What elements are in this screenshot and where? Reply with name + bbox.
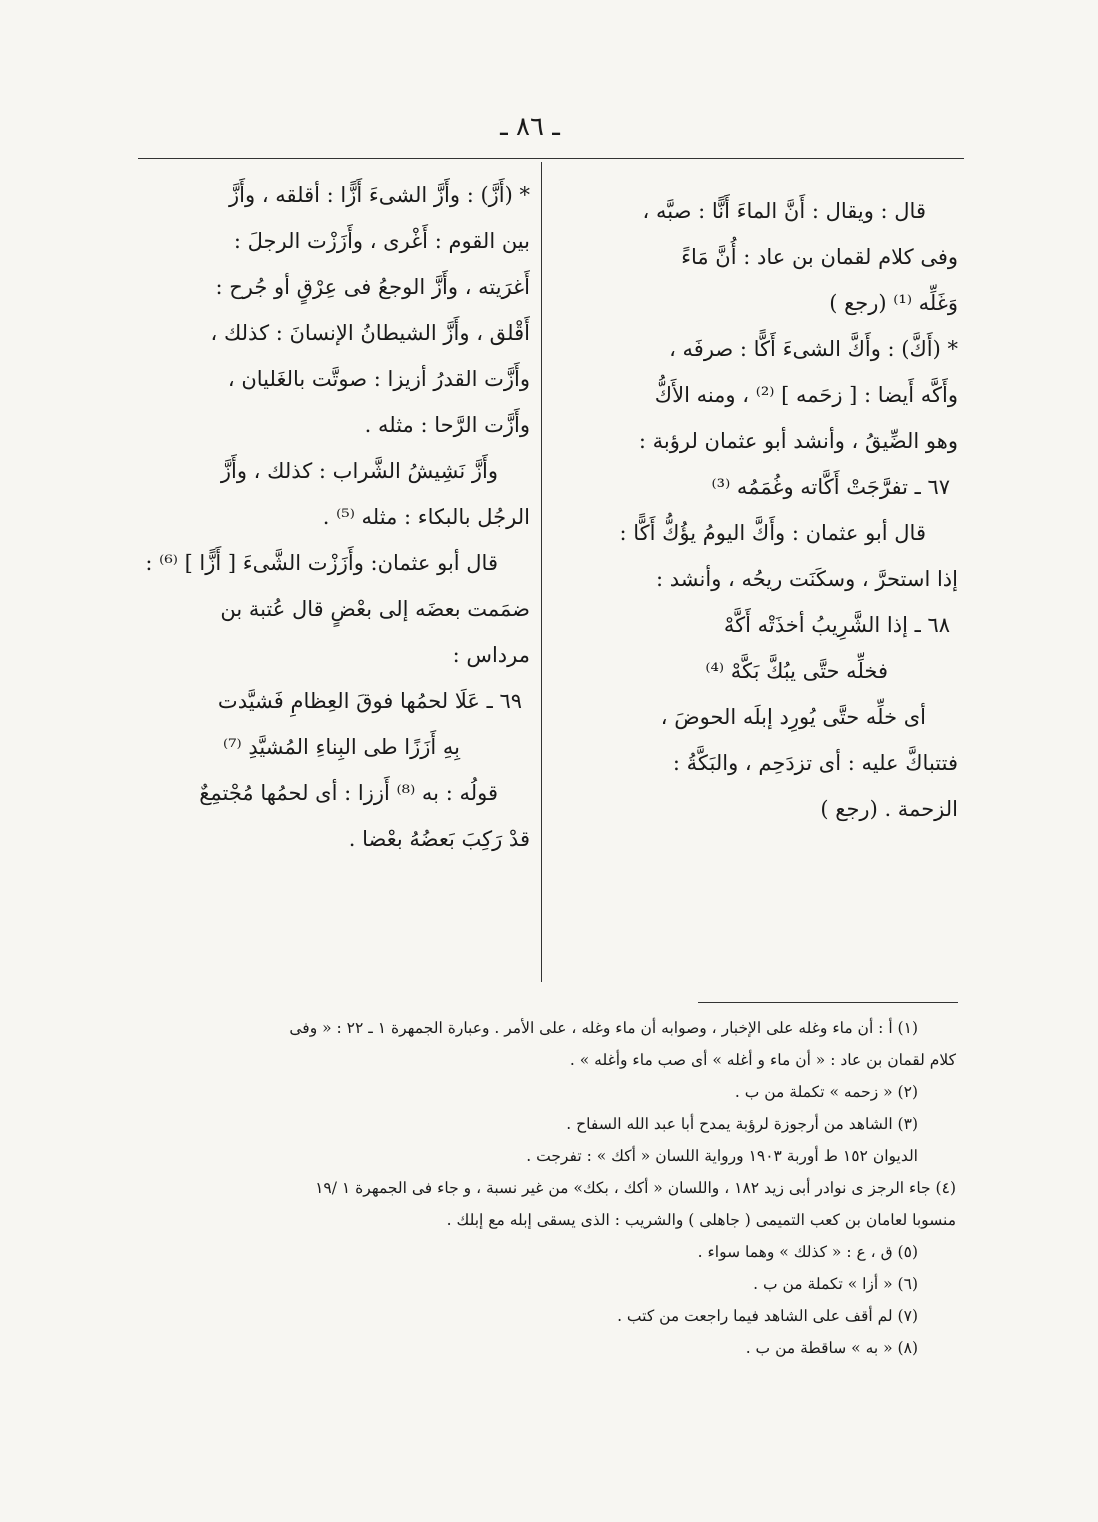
header-rule <box>138 158 964 159</box>
text-line: ضمَمت بعضَه إلى بعْضٍ قال عُتبة بن <box>220 597 530 621</box>
footnote-line: (١) أ : أن ماء وغله على الإخبار ، وصوابه أن ماء وغله ، على الأمر . وعبارة الجمهرة ١ ـ ٢٢ : « وفى <box>289 1019 918 1037</box>
text-line: مرداس : <box>452 643 530 667</box>
footnote-line: (٣) الشاهد من أرجوزة لرؤبة يمدح أبا عبد الله السفاح . <box>566 1115 918 1133</box>
text-line: فتتباكَّ عليه : أى تزدَحِم ، والبَكَّةُ : <box>672 751 958 775</box>
right-column <box>566 188 958 832</box>
text-line: إذا استحرَّ ، وسكَنَت ريحُه ، وأنشد : <box>656 567 958 591</box>
text-line: وفى كلام لقمان بن عاد : أُنَّ مَاءً <box>681 245 958 269</box>
text-line: قال : ويقال : أَنَّ الماءَ أَنًّا : صبَّه ، <box>642 199 926 223</box>
text-line: ٦٨ ـ إذا الشَّرِيبُ أخذَتْه أَكَّهْ <box>723 613 950 637</box>
text-line: * (أَكَّ) : وأَكَّ الشىءَ أَكًّا : صرفَه ، <box>669 337 958 361</box>
text-line: ٦٧ ـ تفرَّجَتْ أَكَّاته وغُمَمُه ⁽³⁾ <box>711 475 950 499</box>
text-line: ٦٩ ـ عَلَا لحمُها فوقَ العِظامِ فَشيَّدت <box>217 689 522 713</box>
footnote-line: (٨) « به » ساقطة من ب . <box>745 1339 918 1357</box>
text-line: وأَزَّت الرَّحا : مثله . <box>364 413 530 437</box>
text-line: أى خلِّه حتَّى يُورِد إبلَه الحوضَ ، <box>660 705 926 729</box>
text-line: قال أبو عثمان: وأَزَزْت الشَّىءَ [ أَزًّا ] ⁽⁶⁾ : <box>145 551 498 575</box>
text-line: قدْ رَكِبَ بَعضُهُ بعْضا . <box>348 827 530 851</box>
text-line: أَقْلق ، وأَزَّ الشيطانُ الإنسانَ : كذلك ، <box>210 321 530 345</box>
page-number: ـ ٨٦ ـ <box>500 112 560 142</box>
footnotes <box>138 1012 960 1364</box>
text-line: بين القوم : أَغْرى ، وأَزَزْت الرجلَ : <box>233 229 530 253</box>
text-line: وأَزَّت القدرُ أزيزا : صوتَّت بالغَليان ، <box>227 367 530 391</box>
footnote-line: (٥) ق ، ع : « كذلك » وهما سواء . <box>697 1243 918 1261</box>
text-line: الزحمة . (رجع ) <box>820 797 958 821</box>
footnote-line: (٤) جاء الرجز ى نوادر أبى زيد ١٨٢ ، واللسان « أكك ، بكك» من غير نسبة ، و جاء فى الجمهرة ١ /١٩ <box>315 1179 956 1197</box>
text-line: قولُه : به ⁽⁸⁾ أَززا : أى لحمُها مُجْتمِعٌ <box>199 781 498 805</box>
column-divider <box>541 162 542 982</box>
text-line: أَغرَيته ، وأَزَّ الوجعُ فى عِرْقٍ أو جُرح : <box>215 275 530 299</box>
text-line: فخلِّه حتَّى يبُكَّ بَكَّهْ ⁽⁴⁾ <box>705 659 888 683</box>
text-line: * (أَزَّ) : وأَزَّ الشىءَ أَزًّا : أقلقه ، وأَزَّ <box>229 183 530 207</box>
text-line: الرجُل بالبكاء : مثله ⁽⁵⁾ . <box>322 505 530 529</box>
footnote-line: الديوان ١٥٢ ط أوربة ١٩٠٣ ورواية اللسان « أكك » : تفرجت . <box>526 1147 918 1165</box>
left-column <box>138 172 530 862</box>
text-line: قال أبو عثمان : وأَكَّ اليومُ يؤُكُّ أَكًّا : <box>619 521 926 545</box>
footnote-line: كلام لقمان بن عاد : « أن ماء و أغله » أى صب ماء وأغله » . <box>569 1051 956 1069</box>
text-line: وأَكَّه أَيضا : [ زحَمه ] ⁽²⁾ ، ومنه الأَكُّ <box>654 383 958 407</box>
text-line: بِهِ أَزَزًا طى البِناءِ المُشيَّدِ ⁽⁷⁾ <box>222 735 460 759</box>
text-line: وَغَلِّه ⁽¹⁾ (رجع ) <box>829 291 958 315</box>
text-line: وهو الضِّيقُ ، وأنشد أبو عثمان لرؤبة : <box>638 429 958 453</box>
footnote-rule <box>698 1002 958 1003</box>
footnote-line: (٢) « زحمه » تكملة من ب . <box>734 1083 918 1101</box>
footnote-line: (٦) « أزا » تكملة من ب . <box>753 1275 918 1293</box>
footnote-line: منسوبا لعامان بن كعب التميمى ( جاهلى ) والشريب : الذى يسقى إبله مع إبلك . <box>446 1211 956 1229</box>
text-line: وأَزَّ نَشِيشُ الشَّراب : كذلك ، وأَزَّ <box>220 459 498 483</box>
footnote-line: (٧) لم أقف على الشاهد فيما راجعت من كتب . <box>617 1307 918 1325</box>
